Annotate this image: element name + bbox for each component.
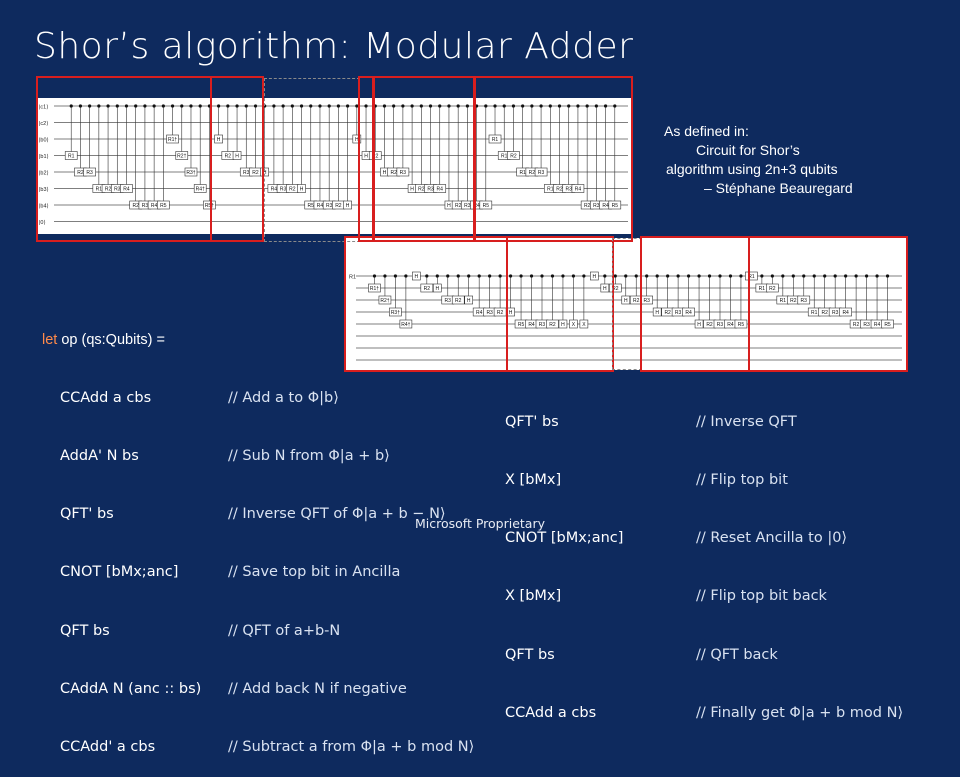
gate-label: H xyxy=(655,310,659,316)
gate-label: R4 xyxy=(123,186,130,193)
control-dot xyxy=(708,274,711,277)
gate-label: R2 xyxy=(423,286,431,292)
gate-label: H xyxy=(435,286,440,292)
gate-label: H xyxy=(364,153,368,160)
code-comment: // Subtract a from Φ|a + b mod N⟩ xyxy=(228,739,475,756)
citation-line: algorithm using 2n+3 qubits xyxy=(666,161,838,177)
gate-label: H xyxy=(262,170,267,176)
gate-label: R3 xyxy=(464,203,471,209)
control-dot xyxy=(718,274,721,277)
gate-label: R2 xyxy=(390,170,397,176)
control-dot xyxy=(792,274,795,277)
control-dot xyxy=(404,274,407,277)
control-dot xyxy=(425,274,428,277)
gate-label: R3 xyxy=(716,322,724,328)
code-comment: // QFT back xyxy=(696,646,778,663)
code-keyword: let xyxy=(42,332,58,348)
gate-label: R2 xyxy=(252,170,259,176)
control-dot xyxy=(394,274,397,277)
gate-label: R2 xyxy=(104,186,112,193)
gate-label: R4 xyxy=(727,322,734,328)
gate-label: R5 xyxy=(482,203,490,209)
gate-label: R4 xyxy=(842,310,849,316)
control-dot xyxy=(823,274,826,277)
gate-label: R4 xyxy=(270,186,278,193)
code-line: CCAdd' a cbs xyxy=(60,739,156,756)
wire-label: R1 xyxy=(349,274,357,281)
control-dot xyxy=(813,274,816,277)
gate-label: R4† xyxy=(401,322,411,328)
control-dot xyxy=(245,104,248,107)
control-dot xyxy=(106,104,109,107)
gate-label: X xyxy=(582,322,586,328)
control-dot xyxy=(549,104,552,107)
control-dot xyxy=(436,274,439,277)
code-line: CAddA N (anc :: bs) xyxy=(60,680,202,697)
control-dot xyxy=(666,274,669,277)
wire-label: |c1⟩ xyxy=(39,104,49,111)
citation xyxy=(664,122,853,198)
control-dot xyxy=(586,104,589,107)
control-dot xyxy=(318,104,321,107)
control-dot xyxy=(875,274,878,277)
gate-label: X xyxy=(571,322,576,328)
control-dot xyxy=(171,104,174,107)
citation-line: – Stéphane Beauregard xyxy=(704,180,853,196)
control-dot xyxy=(467,274,470,277)
gate-label: R3 xyxy=(565,186,572,193)
code-comment: // Add a to Φ|b⟩ xyxy=(228,389,339,406)
gate-label: R3 xyxy=(86,170,93,176)
control-dot xyxy=(383,104,386,107)
gate-label: R4 xyxy=(685,310,692,316)
gate-label: R4 xyxy=(602,203,609,209)
gate-label: R3 xyxy=(486,310,493,316)
control-dot xyxy=(79,104,82,107)
control-dot xyxy=(561,274,564,277)
wire-label: |c2⟩ xyxy=(39,121,49,127)
gate-label: R4 xyxy=(574,186,582,193)
control-dot xyxy=(530,274,533,277)
gate-label: R5 xyxy=(611,203,618,209)
control-dot xyxy=(438,104,441,107)
code-comment: // Inverse QFT of Φ|a + b − N⟩ xyxy=(228,506,446,523)
gate-label: R4 xyxy=(475,310,483,316)
gate-label: R4 xyxy=(873,322,881,328)
code-comment: // Flip top bit back xyxy=(696,588,827,605)
gate-label: R3† xyxy=(186,170,196,176)
wire-label: |b3⟩ xyxy=(39,187,49,193)
gate-label: R3 xyxy=(444,298,451,304)
gate-label: R2 xyxy=(790,298,797,304)
control-dot xyxy=(865,274,868,277)
control-dot xyxy=(401,104,404,107)
gate-label: R1† xyxy=(167,137,178,143)
control-dot xyxy=(503,104,506,107)
code-comment: // Reset Ancilla to |0⟩ xyxy=(696,530,848,547)
gate-label: H xyxy=(299,186,304,193)
control-dot xyxy=(645,274,648,277)
gate-label: R3 xyxy=(800,298,807,304)
control-dot xyxy=(558,104,561,107)
gate-label: R5 xyxy=(737,322,745,328)
gate-label: R2 xyxy=(224,153,232,160)
control-dot xyxy=(475,104,478,107)
control-dot xyxy=(208,104,211,107)
gate-label: R2 xyxy=(132,203,139,209)
code-comments-right xyxy=(696,374,903,743)
control-dot xyxy=(300,104,303,107)
circuit-top-svg xyxy=(36,98,632,234)
code-line: CCAdd a cbs xyxy=(505,704,597,721)
gate-label: R2 xyxy=(852,322,860,328)
gate-label: H xyxy=(382,170,387,176)
gate-label: R2 xyxy=(335,203,342,209)
gate-label: R3 xyxy=(427,186,434,193)
gate-label: R3† xyxy=(390,310,401,316)
gate-label: R2† xyxy=(380,298,390,304)
gate-label: R1 xyxy=(519,170,526,176)
code-comment: // QFT of a+b-N xyxy=(228,622,341,639)
gate-label: H xyxy=(235,153,239,160)
code-line: CNOT [bMx;anc] xyxy=(60,564,179,581)
control-dot xyxy=(346,104,349,107)
gate-label: R3 xyxy=(141,203,149,209)
gate-label: R2 xyxy=(418,186,425,193)
control-dot xyxy=(153,104,156,107)
control-dot xyxy=(802,274,805,277)
control-dot xyxy=(254,104,257,107)
control-dot xyxy=(509,274,512,277)
gate-label: R3 xyxy=(325,203,333,209)
gate-label: R2 xyxy=(706,322,713,328)
gate-label: R2 xyxy=(528,170,536,176)
control-dot xyxy=(420,104,423,107)
code-comment: // Save top bit in Ancilla xyxy=(228,564,401,581)
code-line: CCAdd a cbs xyxy=(60,389,152,406)
code-line: X [bMx] xyxy=(505,588,562,605)
code-comment: // Sub N from Φ|a + b⟩ xyxy=(228,448,390,465)
control-dot xyxy=(624,274,627,277)
control-dot xyxy=(530,104,533,107)
gate-label: R2 xyxy=(372,153,379,160)
gate-label: R5 xyxy=(307,203,314,209)
control-dot xyxy=(595,104,598,107)
control-dot xyxy=(70,104,73,107)
control-dot xyxy=(457,104,460,107)
slide-title: Shor’s algorithm: Modular Adder xyxy=(34,26,634,67)
code-line: AddA' N bs xyxy=(60,448,139,465)
control-dot xyxy=(834,274,837,277)
gate-label: H xyxy=(447,203,451,209)
control-dot xyxy=(374,104,377,107)
code-header xyxy=(42,331,165,350)
gate-label: R3 xyxy=(643,298,650,304)
control-dot xyxy=(677,274,680,277)
gate-label: R2 xyxy=(510,153,517,160)
control-dot xyxy=(613,104,616,107)
gate-label: H xyxy=(466,298,471,304)
wire-label: |b0⟩ xyxy=(39,137,49,144)
control-dot xyxy=(282,104,285,107)
control-dot xyxy=(337,104,340,107)
gate-label: H xyxy=(355,137,359,143)
control-dot xyxy=(582,274,585,277)
control-dot xyxy=(697,274,700,277)
gate-label: R2 xyxy=(664,310,671,316)
gate-label: H xyxy=(603,286,607,292)
gate-label: R1 xyxy=(779,298,787,304)
gate-label: R3 xyxy=(537,170,545,176)
code-line: X [bMx] xyxy=(505,472,562,489)
control-dot xyxy=(466,104,469,107)
control-dot xyxy=(551,274,554,277)
control-dot xyxy=(739,274,742,277)
code-comments-left xyxy=(228,350,474,777)
gate-label: R1 xyxy=(491,137,499,143)
code-line: QFT bs xyxy=(60,622,110,639)
control-dot xyxy=(635,274,638,277)
gate-label: R5 xyxy=(517,322,525,328)
control-dot xyxy=(478,274,481,277)
control-dot xyxy=(447,104,450,107)
gate-label: R3 xyxy=(674,310,682,316)
control-dot xyxy=(614,274,617,277)
wire-label: |b2⟩ xyxy=(39,170,49,177)
control-dot xyxy=(771,274,774,277)
gate-label: H xyxy=(414,274,419,280)
control-dot xyxy=(373,274,376,277)
control-dot xyxy=(499,274,502,277)
control-dot xyxy=(263,104,266,107)
gate-label: R3 xyxy=(243,170,250,176)
control-dot xyxy=(446,274,449,277)
gate-label: R3 xyxy=(538,322,546,328)
gate-label: R1† xyxy=(369,286,380,292)
control-dot xyxy=(309,104,312,107)
gate-label: H xyxy=(345,203,350,209)
gate-label: R2 xyxy=(549,322,556,328)
control-dot xyxy=(855,274,858,277)
control-dot xyxy=(760,274,763,277)
control-dot xyxy=(199,104,202,107)
gate-label: R4 xyxy=(528,322,535,328)
control-dot xyxy=(656,274,659,277)
control-dot xyxy=(493,104,496,107)
control-dot xyxy=(364,104,367,107)
control-dot xyxy=(272,104,275,107)
code-statements-left xyxy=(60,350,201,777)
code-comment: // Flip top bit xyxy=(696,472,788,489)
gate-label: R3 xyxy=(279,186,287,193)
control-dot xyxy=(180,104,183,107)
code-comment: // Finally get Φ|a + b mod N⟩ xyxy=(696,704,904,721)
control-dot xyxy=(383,274,386,277)
wire-label: |b4⟩ xyxy=(39,203,49,210)
gate-label: R1 xyxy=(501,153,508,160)
gate-label: R2 xyxy=(612,286,619,292)
control-dot xyxy=(844,274,847,277)
footer-text: Microsoft Proprietary xyxy=(414,516,546,531)
control-dot xyxy=(729,274,732,277)
control-dot xyxy=(235,104,238,107)
control-dot xyxy=(687,274,690,277)
gate-label: R1 xyxy=(68,153,75,160)
gate-label: R2 xyxy=(77,170,84,176)
control-dot xyxy=(410,104,413,107)
citation-line: As defined in: xyxy=(664,123,749,139)
control-dot xyxy=(429,104,432,107)
code-comment: // Inverse QFT xyxy=(696,413,797,430)
gate-label: H xyxy=(623,298,628,304)
gate-label: R2† xyxy=(177,153,187,160)
gate-label: R1 xyxy=(95,186,103,193)
gate-label: R4 xyxy=(316,203,324,209)
control-dot xyxy=(521,104,524,107)
code-comment: // Add back N if negative xyxy=(228,680,407,697)
control-dot xyxy=(488,274,491,277)
control-dot xyxy=(291,104,294,107)
gate-label: R3 xyxy=(863,322,870,328)
code-header-text: op (qs:Qubits) = xyxy=(57,332,165,348)
circuit-diagram-top xyxy=(36,98,632,234)
gate-label: R4† xyxy=(195,186,205,193)
gate-label: R4 xyxy=(150,203,158,209)
gate-label: R1 xyxy=(547,186,554,193)
gate-label: R2 xyxy=(633,298,640,304)
control-dot xyxy=(576,104,579,107)
control-dot xyxy=(217,104,220,107)
control-dot xyxy=(457,274,460,277)
control-dot xyxy=(540,274,543,277)
gate-label: R5† xyxy=(204,203,215,209)
control-dot xyxy=(572,274,575,277)
wire-label: |0⟩ xyxy=(39,220,46,226)
control-dot xyxy=(539,104,542,107)
gate-label: R2 xyxy=(455,298,462,304)
control-dot xyxy=(143,104,146,107)
gate-label: R3 xyxy=(831,310,839,316)
gate-label: H xyxy=(508,310,513,316)
gate-label: R2 xyxy=(454,203,462,209)
gate-label: R2 xyxy=(289,186,296,193)
gate-label: R4 xyxy=(436,186,443,193)
code-statements-right xyxy=(505,374,623,743)
control-dot xyxy=(189,104,192,107)
control-dot xyxy=(116,104,119,107)
gate-label: H xyxy=(410,186,414,193)
control-dot xyxy=(355,104,358,107)
control-dot xyxy=(512,104,515,107)
control-dot xyxy=(781,274,784,277)
gate-label: R5 xyxy=(160,203,167,209)
control-dot xyxy=(604,104,607,107)
code-line: QFT bs xyxy=(505,646,555,663)
gate-label: H xyxy=(697,322,701,328)
gate-label: R3 xyxy=(399,170,407,176)
code-line: QFT' bs xyxy=(60,506,114,523)
control-dot xyxy=(97,104,100,107)
control-dot xyxy=(567,104,570,107)
control-dot xyxy=(226,104,229,107)
control-dot xyxy=(519,274,522,277)
gate-label: R2 xyxy=(583,203,591,209)
control-dot xyxy=(484,104,487,107)
control-dot xyxy=(125,104,128,107)
gate-label: H xyxy=(561,322,565,328)
gate-label: R2 xyxy=(496,310,504,316)
control-dot xyxy=(886,274,889,277)
citation-line: Circuit for Shor’s xyxy=(696,142,800,158)
gate-label: R2 xyxy=(769,286,776,292)
gate-label: R3 xyxy=(114,186,121,193)
wire-label: |b1⟩ xyxy=(39,154,49,160)
control-dot xyxy=(88,104,91,107)
gate-label: R2 xyxy=(821,310,828,316)
gate-label: R4 xyxy=(473,203,480,209)
gate-label: R3 xyxy=(593,203,600,209)
gate-label: R5 xyxy=(884,322,891,328)
gate-label: R1 xyxy=(811,310,818,316)
gate-label: R1 xyxy=(748,274,755,280)
gate-label: H xyxy=(216,137,221,143)
code-line: CNOT [bMx;anc] xyxy=(505,530,624,547)
gate-label: R1 xyxy=(758,286,766,292)
control-dot xyxy=(134,104,137,107)
control-dot xyxy=(328,104,331,107)
gate-label: H xyxy=(592,274,597,280)
code-line: QFT' bs xyxy=(505,413,559,430)
control-dot xyxy=(162,104,165,107)
control-dot xyxy=(392,104,395,107)
gate-label: R2 xyxy=(556,186,563,193)
control-dot xyxy=(603,274,606,277)
